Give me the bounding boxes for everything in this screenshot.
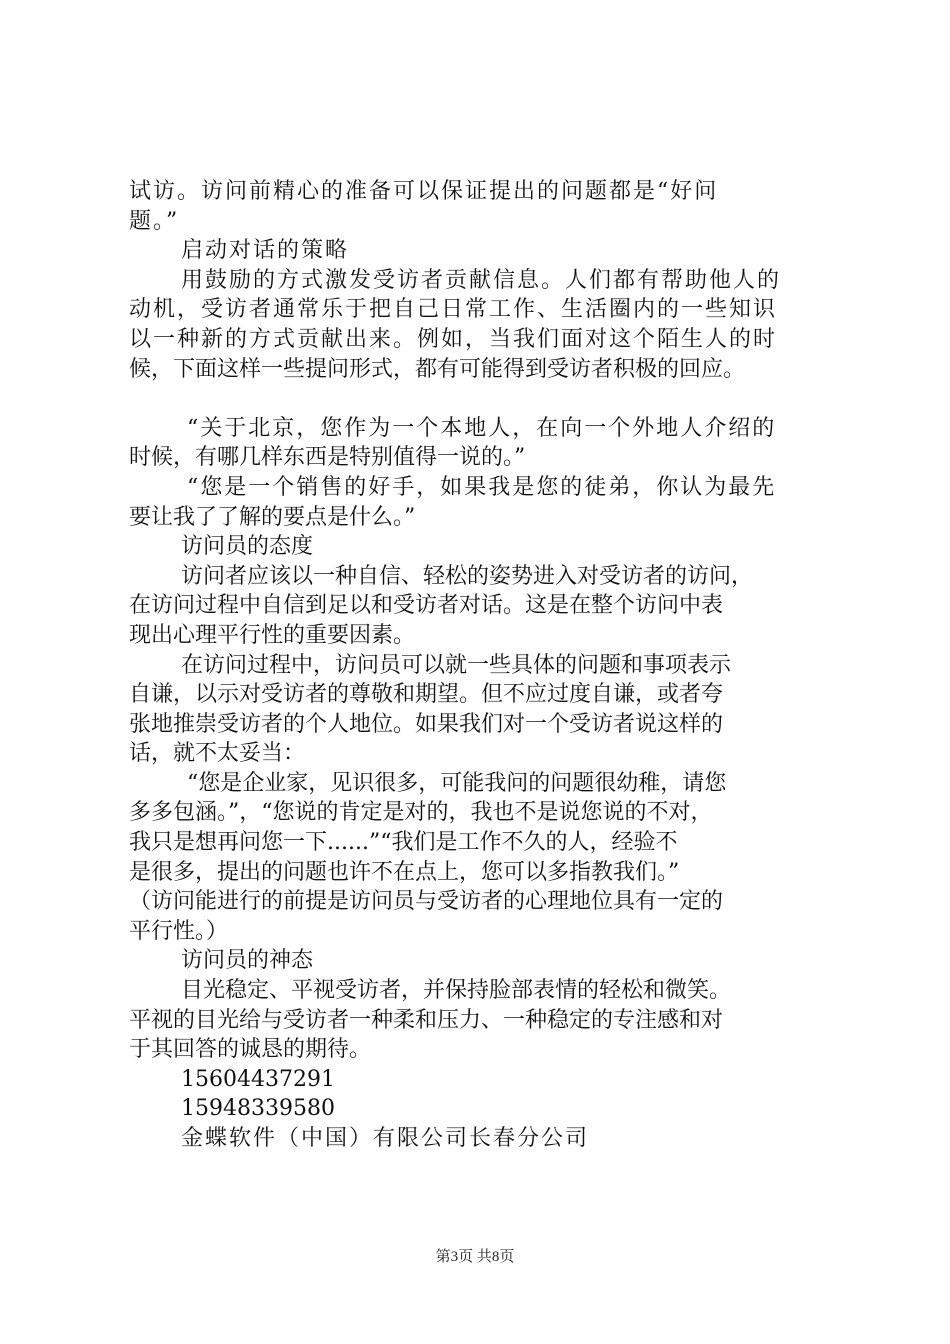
- text-line: 访问者应该以一种自信、轻松的姿势进入对受访者的访问，: [181, 563, 754, 589]
- text-line: 张地推崇受访者的个人地位。如果我们对一个受访者说这样的: [129, 711, 724, 737]
- text-line: 在访问过程中，访问员可以就一些具体的问题和事项表示: [181, 652, 732, 678]
- quote-line: “您是企业家，见识很多，可能我问的问题很幼稚，请您: [187, 770, 727, 796]
- text-line: 用鼓励的方式激发受访者贡献信息。人们都有帮助他人的: [181, 267, 782, 293]
- section-heading: 访问员的态度: [181, 534, 314, 560]
- text-line: 题。”: [129, 208, 180, 234]
- page-footer: 第3页 共8页: [435, 1249, 515, 1265]
- text-line: 自谦，以示对受访者的尊敬和期望。但不应过度自谦，或者夸: [129, 682, 724, 708]
- text-line: 平行性。）: [129, 918, 229, 944]
- text-line: （访问能进行的前提是访问员与受访者的心理地位具有一定的: [129, 889, 724, 915]
- text-line: 试访。访问前精心的准备可以保证提出的问题都是“好问: [129, 179, 719, 204]
- text-line: 话，就不太妥当：: [129, 741, 306, 767]
- quote-line: 我只是想再问您一下......”“我们是工作不久的人，经验不: [129, 830, 678, 856]
- document-body: [129, 177, 831, 1154]
- quote-line: 要让我了了解的要点是什么。”: [129, 504, 416, 530]
- quote-line: “关于北京，您作为一个本地人，在向一个外地人介绍的: [187, 415, 777, 441]
- text-line: 以一种新的方式贡献出来。例如，当我们面对这个陌生人的时: [129, 326, 778, 352]
- quote-line: 时候，有哪几样东西是特别值得一说的。”: [129, 445, 526, 471]
- section-heading: 访问员的神态: [181, 948, 314, 974]
- text-line: 动机，受访者通常乐于把自己日常工作、生活圈内的一些知识: [129, 297, 778, 323]
- quote-line: 多多包涵。”，“您说的肯定是对的，我也不是说您说的不对，: [129, 800, 713, 826]
- blank-line: [129, 384, 831, 414]
- section-heading: 启动对话的策略: [181, 238, 350, 264]
- text-line: 现出心理平行性的重要因素。: [129, 622, 416, 648]
- text-line: 在访问过程中自信到足以和受访者对话。这是在整个访问中表: [129, 593, 724, 619]
- phone-number: 15948339580: [181, 1096, 335, 1122]
- phone-number: 15604437291: [181, 1066, 335, 1092]
- text-line: 目光稳定、平视受访者，并保持脸部表情的轻松和微笑。: [181, 978, 732, 1004]
- text-line: 候，下面这样一些提问形式，都有可能得到受访者积极的回应。: [129, 356, 746, 382]
- company-name: 金蝶软件（中国）有限公司长春分公司: [181, 1126, 590, 1151]
- quote-line: “您是一个销售的好手，如果我是您的徒弟，你认为最先: [187, 474, 777, 500]
- text-line: 平视的目光给与受访者一种柔和压力、一种稳定的专注感和对: [129, 1007, 724, 1033]
- quote-line: 是很多，提出的问题也许不在点上，您可以多指教我们。”: [129, 859, 680, 885]
- text-line: 于其回答的诚恳的期待。: [129, 1037, 372, 1063]
